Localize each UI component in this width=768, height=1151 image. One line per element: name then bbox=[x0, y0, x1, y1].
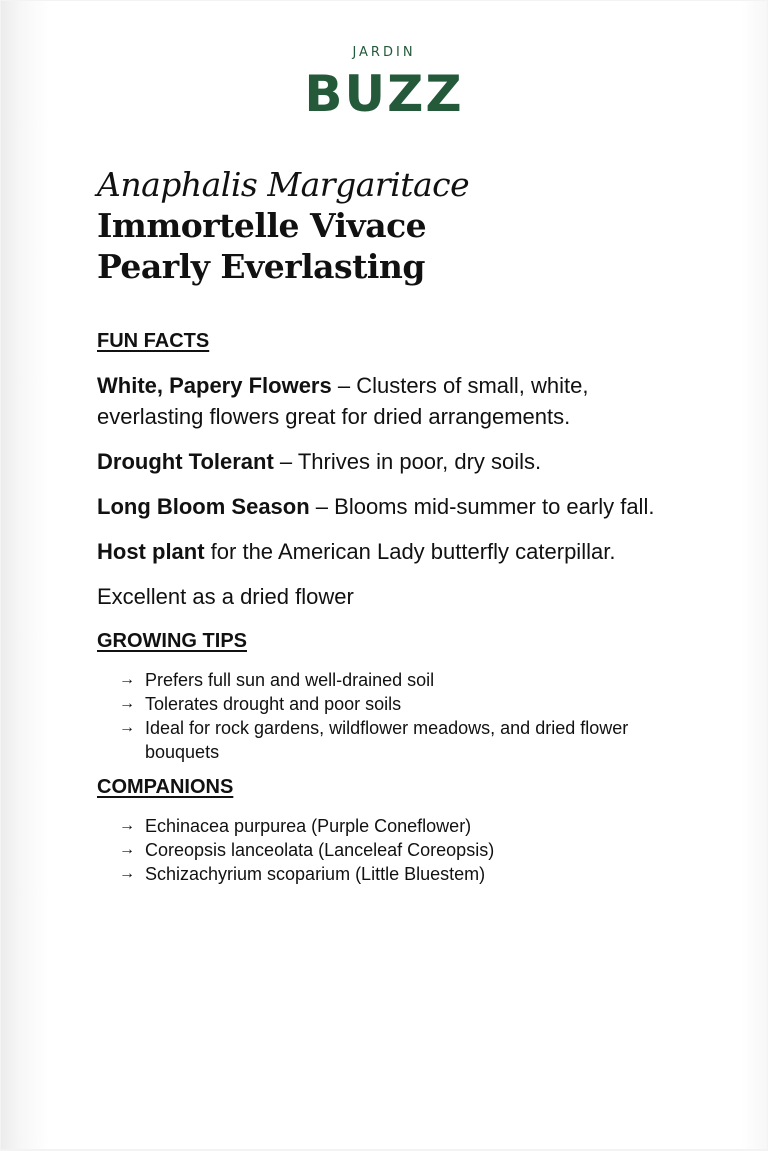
arrow-right-icon: → bbox=[119, 719, 135, 736]
title-english-name: Pearly Everlasting bbox=[97, 247, 425, 286]
fun-fact-item bbox=[97, 491, 677, 522]
arrow-right-icon: → bbox=[119, 817, 135, 834]
fun-fact-bold: White, Papery Flowers bbox=[97, 373, 332, 398]
list-item bbox=[97, 668, 677, 692]
list-item bbox=[97, 716, 677, 764]
growing-tips-list bbox=[97, 668, 677, 764]
companion-text: Coreopsis lanceolata (Lanceleaf Coreopsis) bbox=[145, 840, 495, 860]
arrow-right-icon: → bbox=[119, 865, 135, 882]
tip-text: Ideal for rock gardens, wildflower meadows, and dried flower bouquets bbox=[145, 718, 629, 762]
fun-fact-text: Excellent as a dried flower bbox=[97, 584, 354, 609]
fun-fact-text: for the American Lady butterfly caterpillar. bbox=[204, 539, 616, 564]
companions-list bbox=[97, 814, 677, 886]
fun-fact-bold: Drought Tolerant bbox=[97, 449, 274, 474]
companions-heading: COMPANIONS bbox=[97, 776, 234, 798]
list-item bbox=[97, 814, 677, 838]
fun-fact-item bbox=[97, 370, 677, 432]
logo-small-text bbox=[1, 45, 767, 61]
arrow-right-icon: → bbox=[119, 671, 135, 688]
companion-text: Echinacea purpurea (Purple Coneflower) bbox=[145, 816, 472, 836]
title-french-name: Immortelle Vivace bbox=[97, 206, 427, 245]
fun-fact-item bbox=[97, 446, 677, 477]
fun-fact-item bbox=[97, 536, 677, 567]
list-item bbox=[97, 862, 677, 886]
fun-fact-bold: Long Bloom Season bbox=[97, 494, 310, 519]
fun-fact-text: – Clusters of small, white, everlasting flowers great for dried arrangements. bbox=[97, 373, 589, 429]
jardin-buzz-logo bbox=[1, 45, 767, 121]
title-latin-name: Anaphalis Margaritace bbox=[97, 165, 470, 204]
fun-fact-item bbox=[97, 581, 677, 612]
fun-fact-text: – Blooms mid-summer to early fall. bbox=[309, 494, 655, 519]
fun-fact-bold: Host plant bbox=[97, 539, 205, 564]
document-page bbox=[1, 1, 767, 1149]
fun-facts-heading: FUN FACTS bbox=[97, 330, 210, 352]
logo-small-word: JARDIN bbox=[352, 45, 416, 60]
tip-text: Tolerates drought and poor soils bbox=[145, 694, 402, 714]
arrow-right-icon: → bbox=[119, 695, 135, 712]
arrow-right-icon: → bbox=[119, 841, 135, 858]
growing-tips-heading: GROWING TIPS bbox=[97, 630, 247, 652]
tip-text: Prefers full sun and well-drained soil bbox=[145, 670, 435, 690]
companion-text: Schizachyrium scoparium (Little Bluestem) bbox=[145, 864, 486, 884]
list-item bbox=[97, 692, 677, 716]
logo-big-text: BUZZ bbox=[304, 65, 464, 123]
list-item bbox=[97, 838, 677, 862]
plant-sheet-content bbox=[97, 165, 677, 886]
fun-fact-text: – Thrives in poor, dry soils. bbox=[273, 449, 542, 474]
